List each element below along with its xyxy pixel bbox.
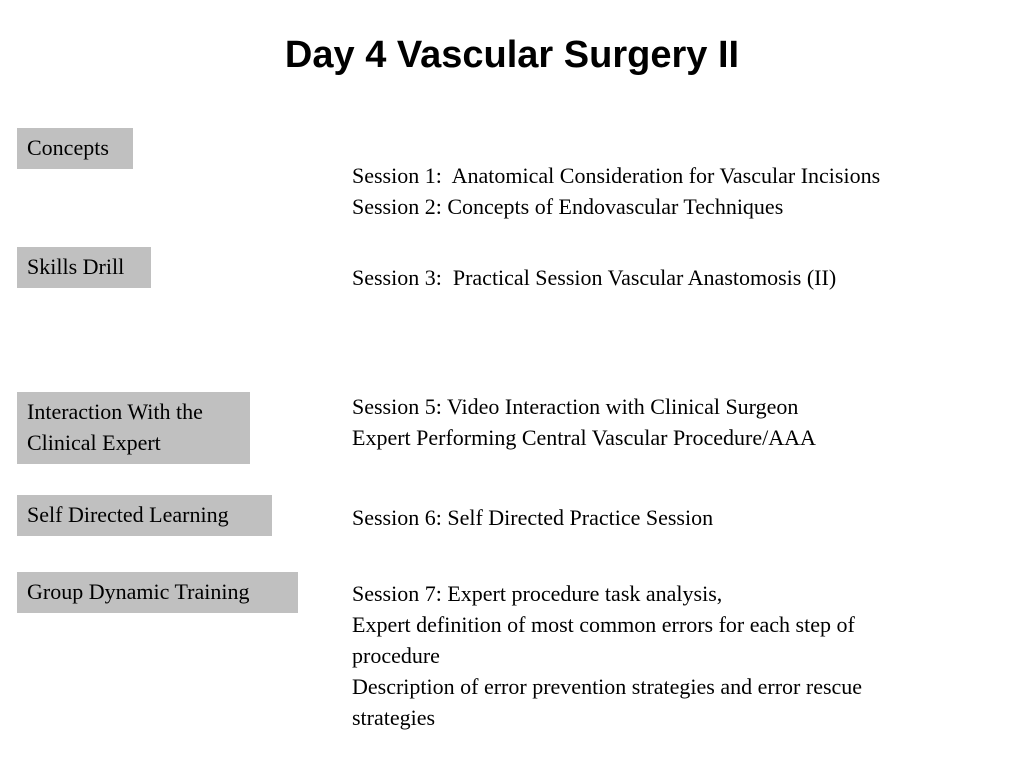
category-tag-interaction [17, 392, 250, 464]
category-tag-self-directed [17, 495, 272, 536]
category-label: Self Directed Learning [27, 502, 229, 527]
category-label: Group Dynamic Training [27, 579, 250, 604]
category-label: Concepts [27, 135, 109, 160]
session-line: Expert definition of most common errors for each step of [352, 612, 855, 637]
sessions-group-dynamic [352, 578, 862, 733]
category-tag-group-dynamic [17, 572, 298, 613]
session-line: Session 2: Concepts of Endovascular Techniques [352, 194, 784, 219]
session-line: Description of error prevention strategies and error rescue [352, 674, 863, 699]
category-tag-skills-drill [17, 247, 151, 288]
sessions-concepts [352, 160, 880, 222]
category-label-line1: Interaction With the [27, 399, 203, 424]
session-line: Session 5: Video Interaction with Clinical Surgeon [352, 394, 799, 419]
session-line: Expert Performing Central Vascular Procedure/AAA [352, 425, 816, 450]
category-tag-concepts [17, 128, 133, 169]
session-line: procedure [352, 643, 440, 668]
session-line: Session 1: Anatomical Consideration for Vascular Incisions [352, 163, 881, 188]
session-line: Session 3: Practical Session Vascular Anastomosis (II) [352, 265, 837, 290]
sessions-self-directed [352, 502, 713, 533]
session-line: strategies [352, 705, 436, 730]
slide-title: Day 4 Vascular Surgery II [284, 34, 740, 76]
category-label-line2: Clinical Expert [27, 430, 161, 455]
sessions-interaction [352, 391, 816, 453]
category-label: Skills Drill [27, 254, 125, 279]
session-line: Session 6: Self Directed Practice Session [352, 505, 714, 530]
session-line: Session 7: Expert procedure task analysis, [352, 581, 723, 606]
sessions-skills-drill [352, 262, 836, 293]
